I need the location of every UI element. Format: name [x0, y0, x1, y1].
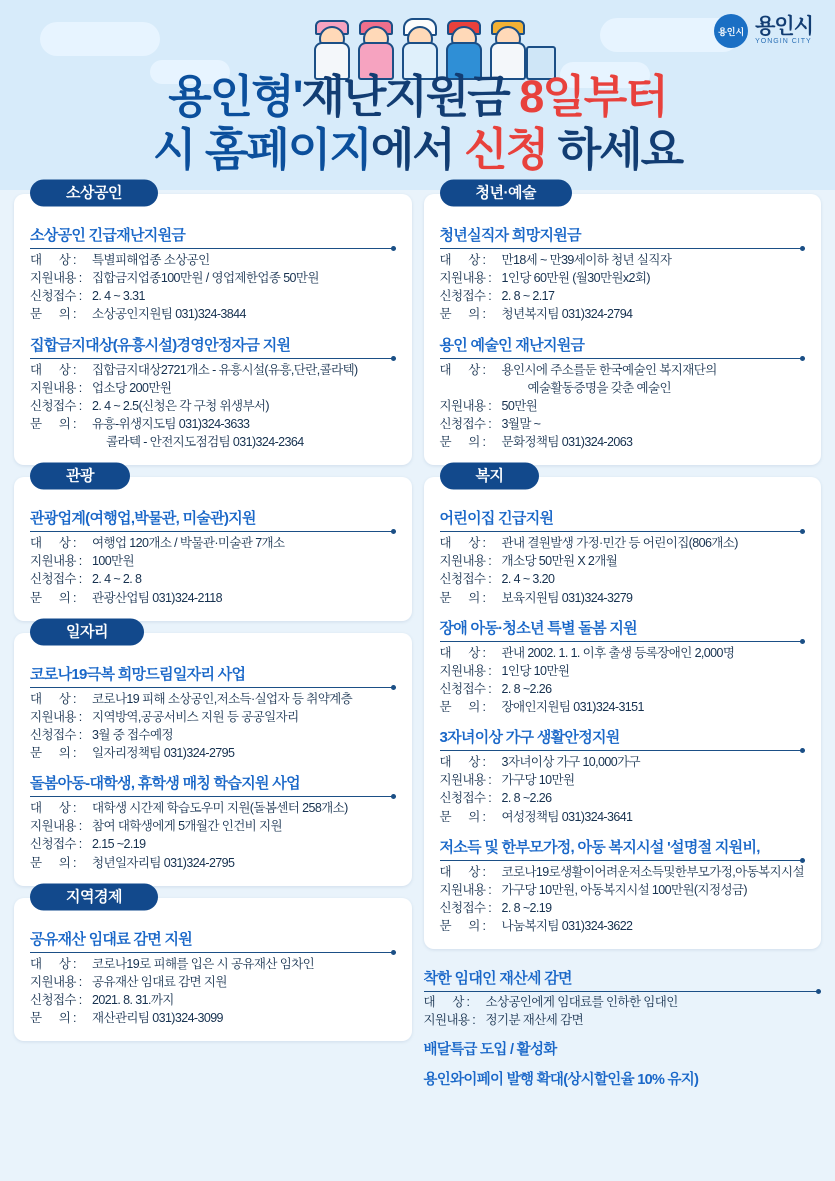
detail-row: 지원내용 : 집합금지업종100만원 / 영업제한업종 50만원 [30, 271, 319, 286]
detail-row: 지원내용 : 공유재산 임대료 감면 지원 [30, 974, 227, 989]
program-title: 용인 예술인 재난지원금 [440, 334, 806, 355]
section-card-jobs [14, 623, 412, 886]
detail-row: 대 상 : 관내 결원발생 가정·민간 등 어린이집(806개소) [439, 536, 738, 551]
detail-row: 문 의 : 관광산업팀 031)324-2118 [30, 590, 222, 605]
city-logo [714, 14, 813, 48]
detail-row: 문 의 : 문화정책팀 031)324-2063 [439, 435, 633, 449]
detail-row: 지원내용 : 정기분 재산세 감면 [423, 1013, 584, 1028]
detail-row: 문 의 : 나눔복지팀 031)324-3622 [439, 919, 633, 933]
detail-row: 대 상 : 관내 2002. 1. 1. 이후 출생 등록장애인 2,000명 [439, 645, 735, 660]
program-title: 공유재산 임대료 감면 지원 [30, 928, 396, 949]
category-label: 지역경제 [30, 883, 158, 910]
program-block [30, 772, 396, 872]
left-column [14, 184, 412, 1089]
title-line-1: 용인형'재난지원금 8일부터 [168, 71, 667, 122]
program-title: 착한 임대인 재산세 감면 [424, 967, 822, 988]
program-block [440, 224, 806, 324]
category-badge [30, 182, 158, 203]
poster-header [0, 0, 835, 190]
title-part-fund: 재난지원금 [301, 71, 509, 122]
detail-row: 대 상 : 소상공인에게 임대료를 인하한 임대인 [423, 995, 678, 1010]
detail-row: 신청접수 : 2. 4 ~ 2. 8 [30, 572, 142, 587]
title-part-apply: 신청 [464, 124, 548, 176]
detail-row: 문 의 : 유흥-위생지도팀 031)324-3633 콜라텍 - 안전지도점검팀 031)324-2364 [30, 416, 304, 449]
section-card-tourism [14, 467, 412, 621]
detail-row: 문 의 : 청년일자리팀 031)324-2795 [30, 855, 235, 870]
detail-row: 대 상 : 용인시에 주소를둔 한국예술인 복지재단의 예술활동증명을 갖춘 예술인 [439, 362, 717, 395]
category-label: 소상공인 [30, 180, 158, 207]
program-title: 3자녀이상 가구 생활안정지원 [440, 726, 806, 747]
title-part-yongin: 용인형 [168, 71, 293, 122]
detail-row: 신청접수 : 2.15 ~2.19 [30, 837, 146, 852]
extra-program-block [424, 961, 822, 1089]
detail-row: 지원내용 : 1인당 10만원 [439, 663, 570, 678]
detail-row: 지원내용 : 업소당 200만원 [30, 380, 172, 395]
detail-row: 대 상 : 코로나19로 피해를 입은 시 공유재산 임차인 [30, 956, 315, 971]
detail-row: 문 의 : 소상공인지원팀 031)324-3844 [30, 307, 246, 322]
title-line-2 [0, 123, 835, 176]
category-label: 일자리 [30, 618, 144, 645]
detail-row: 신청접수 : 2. 4 ~ 2.5(신청은 각 구청 위생부서) [30, 398, 269, 413]
section-card-local-economy [14, 888, 412, 1042]
title-part-at: 에서 [370, 124, 454, 176]
title-part-date: 8일부터 [519, 71, 667, 122]
program-block [30, 928, 396, 1028]
right-column [423, 184, 822, 1089]
detail-row: 문 의 : 재산관리팀 031)324-3099 [30, 1011, 223, 1025]
logo-english-text: YONGIN CITY [755, 38, 812, 46]
people-illustration [310, 6, 540, 80]
category-badge [30, 465, 130, 486]
program-title: 돌봄아동-대학생, 휴학생 매칭 학습지원 사업 [30, 772, 396, 793]
detail-row: 지원내용 : 가구당 10만원 [439, 773, 575, 788]
detail-row: 대 상 : 특별피해업종 소상공인 [30, 253, 210, 267]
program-block [30, 507, 396, 607]
detail-row: 지원내용 : 참여 대학생에게 5개월간 인건비 지원 [30, 819, 282, 834]
program-title: 청년실직자 희망지원금 [440, 224, 806, 245]
section-card-welfare [424, 467, 822, 949]
detail-row: 대 상 : 코로나19 피해 소상공인,저소득·실업자 등 취약계층 [30, 691, 353, 706]
program-title: 관광업계(여행업,박물관, 미술관)지원 [30, 507, 396, 528]
detail-row: 지원내용 : 50만원 [439, 398, 538, 413]
detail-row: 신청접수 : 2021. 8. 31.까지 [30, 992, 174, 1007]
detail-row: 지원내용 : 지역방역,공공서비스 지원 등 공공일자리 [30, 709, 299, 724]
program-title: 소상공인 긴급재난지원금 [30, 224, 396, 245]
program-block [440, 836, 806, 936]
detail-row: 신청접수 : 2. 8 ~2.26 [439, 791, 552, 806]
detail-row: 대 상 : 코로나19로생활이어려운저소득및한부모가정,아동복지시설 [439, 864, 804, 879]
detail-row: 지원내용 : 개소당 50만원 X 2개월 [439, 554, 618, 569]
extra-note: 배달특급 도입 / 활성화 [423, 1042, 557, 1059]
category-label: 복지 [440, 463, 540, 490]
poster-title [0, 70, 835, 176]
section-card-small-business [14, 184, 412, 465]
detail-row: 지원내용 : 가구당 10만원, 아동복지시설 100만원(지정성금) [439, 882, 747, 897]
program-block [30, 224, 396, 324]
program-title: 어린이집 긴급지원 [440, 507, 806, 528]
detail-row: 문 의 : 청년복지팀 031)324-2794 [439, 307, 633, 322]
category-badge [30, 620, 144, 641]
detail-row: 신청접수 : 3월 중 접수예정 [30, 727, 173, 742]
detail-row: 신청접수 : 2. 8 ~ 2.17 [439, 289, 555, 304]
category-badge [30, 885, 158, 906]
cloud-decoration [40, 22, 160, 56]
detail-row: 대 상 : 여행업 120개소 / 박물관·미술관 7개소 [30, 536, 285, 551]
program-block [440, 334, 806, 452]
detail-row: 대 상 : 3자녀이상 가구 10,000가구 [439, 755, 641, 770]
detail-row: 신청접수 : 3월말 ~ [439, 416, 541, 431]
program-title: 코로나19극복 희망드림일자리 사업 [30, 663, 396, 684]
title-part-please: 하세요 [557, 124, 683, 176]
detail-row: 대 상 : 대학생 시간제 학습도우미 지원(돌봄센터 258개소) [30, 801, 348, 816]
program-block [30, 663, 396, 763]
detail-row: 문 의 : 일자리정책팀 031)324-2795 [30, 746, 235, 760]
section-card-youth-art [424, 184, 822, 465]
program-block [440, 617, 806, 717]
content-columns [14, 184, 821, 1089]
program-title: 저소득 및 한부모가정, 아동 복지시설 '설명절 지원비, [440, 836, 806, 857]
detail-row: 문 의 : 여성정책팀 031)324-3641 [439, 809, 633, 824]
category-badge [440, 465, 540, 486]
category-label: 관광 [30, 463, 130, 490]
program-block [30, 334, 396, 452]
detail-row: 대 상 : 만18세 ~ 만39세이하 청년 실직자 [439, 253, 672, 267]
detail-row: 대 상 : 집합금지대상2721개소 - 유흥시설(유흥,단란,콜라텍) [30, 362, 358, 377]
detail-row: 지원내용 : 100만원 [30, 554, 135, 569]
extra-note: 용인와이페이 발행 확대(상시할인율 10% 유지) [423, 1072, 699, 1089]
title-part-homepage: 시 홈페이지 [152, 124, 371, 176]
detail-row: 신청접수 : 2. 4 ~ 3.20 [439, 572, 555, 587]
logo-emblem-icon: 용인시 [714, 14, 748, 48]
category-label: 청년·예술 [440, 180, 572, 207]
program-block [440, 507, 806, 607]
detail-row: 신청접수 : 2. 4 ~ 3.31 [30, 289, 145, 304]
program-title: 장애 아동·청소년 특별 돌봄 지원 [440, 617, 806, 638]
category-badge [440, 182, 572, 203]
detail-row: 신청접수 : 2. 8 ~2.19 [439, 900, 552, 915]
detail-row: 문 의 : 장애인지원팀 031)324-3151 [439, 700, 644, 714]
logo-korean-text: 용인시 [755, 15, 813, 39]
program-title: 집합금지대상(유흥시설)경영안정자금 지원 [30, 334, 396, 355]
detail-row: 지원내용 : 1인당 60만원 (월30만원x2회) [439, 271, 650, 286]
detail-row: 문 의 : 보육지원팀 031)324-3279 [439, 590, 633, 605]
program-block [440, 726, 806, 826]
detail-row: 신청접수 : 2. 8 ~2.26 [439, 681, 552, 696]
